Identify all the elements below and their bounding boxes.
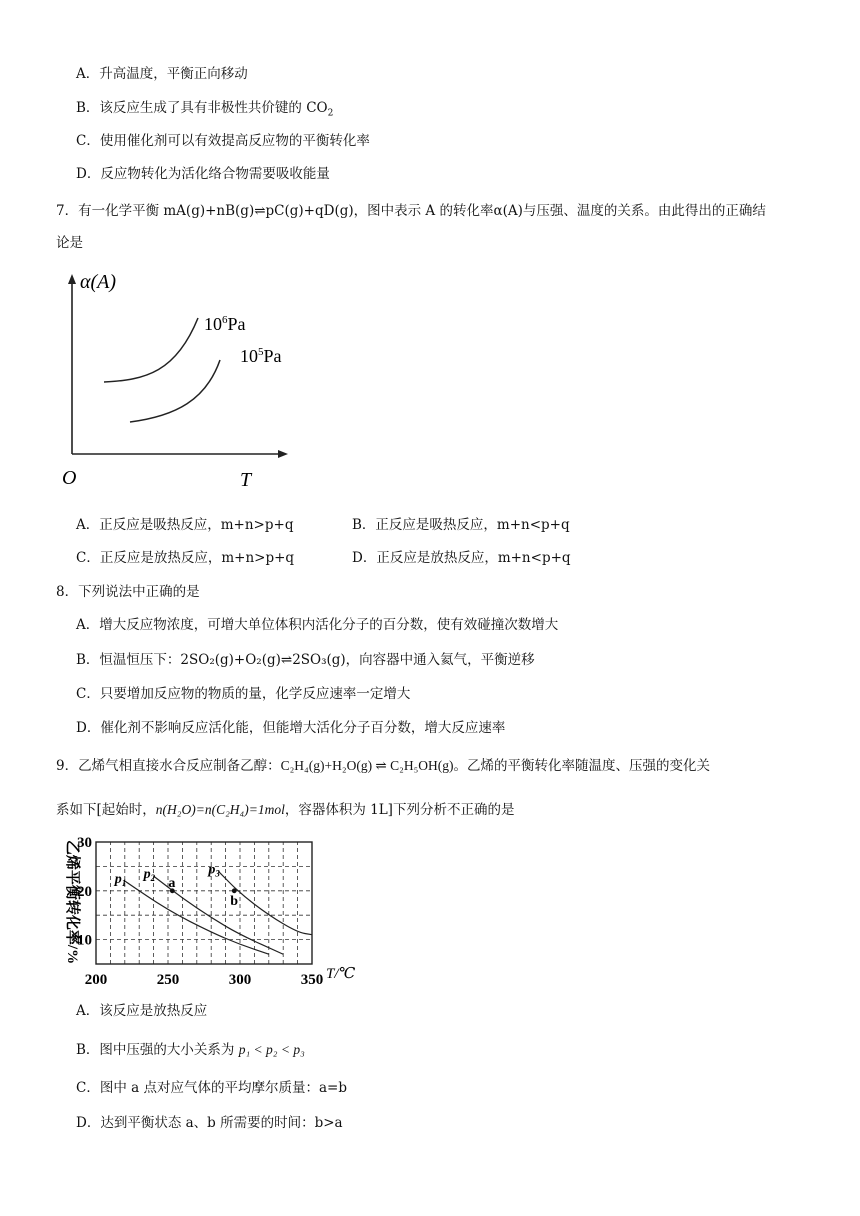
q9-series-label-p3: $p_3$: [208, 862, 220, 879]
q7-label-low-pressure: $10^5Pa$: [240, 346, 282, 366]
q7-label-high-pressure: $10^6Pa$: [204, 314, 246, 334]
q8-option-a: A．增大反应物浓度，可增大单位体积内活化分子的百分数，使有效碰撞次数增大: [76, 617, 559, 633]
q8-option-b: B．恒温恒压下：2SO₂(g)+O₂(g)⇌2SO₃(g)，向容器中通入氦气，平衡逆移: [76, 652, 535, 668]
q6-option-c: C．使用催化剂可以有效提高反应物的平衡转化率: [76, 133, 370, 149]
q7-curve-high-pressure: [104, 318, 198, 382]
q7-option-c: C．正反应是放热反应，m+n>p+q: [76, 550, 295, 566]
q9-x-label: T/℃: [326, 966, 356, 982]
q7-origin: O: [62, 467, 77, 489]
q9-point-b: [232, 888, 237, 893]
q8-stem: 8．下列说法中正确的是: [56, 584, 200, 600]
q9-option-a: A．该反应是放热反应: [76, 1003, 208, 1019]
q9-y-label: 乙烯平衡转化率/%: [64, 839, 80, 965]
q9-x-tick-label: 300: [228, 972, 252, 988]
q7-stem-line2: 论是: [56, 235, 83, 251]
q8-option-d: D．催化剂不影响反应活化能，但能增大活化分子百分数，增大反应速率: [76, 720, 506, 736]
q7-stem-line1: 7．有一化学平衡 mA(g)+nB(g)⇌pC(g)+qD(g)，图中表示 A 的转化率α(A)与压强、温度的关系。由此得出的正确结: [56, 203, 766, 219]
q7-conversion-chart: [56, 268, 306, 493]
q8-option-c: C．只要增加反应物的物质的量，化学反应速率一定增大: [76, 686, 411, 702]
q6-option-b: B．该反应生成了具有非极性共价键的 $CO_2$: [76, 100, 334, 119]
q7-option-b: B．正反应是吸热反应，m+n<p+q: [352, 517, 570, 533]
q9-option-b: B．图中压强的大小关系为 p₁ < p₂ < p₃: [76, 1042, 305, 1058]
q7-option-a: A．正反应是吸热反应，m+n>p+q: [76, 517, 294, 533]
q9-point-label-a: a: [168, 875, 176, 891]
q7-x-label: T: [240, 469, 252, 491]
q9-option-c: C．图中 a 点对应气体的平均摩尔质量：a=b: [76, 1080, 347, 1096]
q9-point-label-b: b: [230, 893, 239, 909]
q9-plot-frame: [96, 842, 312, 964]
q9-stem-line1: 9．乙烯气相直接水合反应制备乙醇：C₂H₄(g)+H₂O(g) ⇌ C₂H₅OH(g)。乙烯的平衡转化率随温度、压强的变化关: [56, 758, 711, 774]
q7-x-arrow: [278, 450, 288, 458]
q6-option-a: A．升高温度，平衡正向移动: [76, 66, 248, 82]
q6-option-d: D．反应物转化为活化络合物需要吸收能量: [76, 166, 330, 182]
q9-x-tick-label: 350: [300, 972, 324, 988]
q9-conversion-chart: [56, 832, 376, 992]
q9-y-tick-label: 20: [77, 883, 92, 900]
q9-series-label-p2: $p_2$: [143, 867, 156, 884]
q9-stem-line2: 系如下[起始时，n(H₂O)=n(C₂H₄)=1mol，容器体积为 1L]下列分析不正确的是: [56, 802, 515, 818]
q7-y-arrow: [68, 274, 76, 284]
q9-grid: [96, 842, 312, 964]
q9-y-tick-label: 10: [77, 932, 92, 949]
q7-y-label: α(A): [80, 271, 117, 293]
q9-x-tick-label: 200: [84, 972, 108, 988]
q9-series-label-p1: $p_1$: [114, 872, 127, 889]
q9-x-tick-label: 250: [156, 972, 180, 988]
q7-curve-low-pressure: [130, 360, 220, 422]
q7-option-d: D．正反应是放热反应，m+n<p+q: [352, 550, 571, 566]
q9-y-tick-label: 30: [77, 835, 92, 851]
q9-option-d: D．达到平衡状态 a、b 所需要的时间：b>a: [76, 1115, 343, 1131]
